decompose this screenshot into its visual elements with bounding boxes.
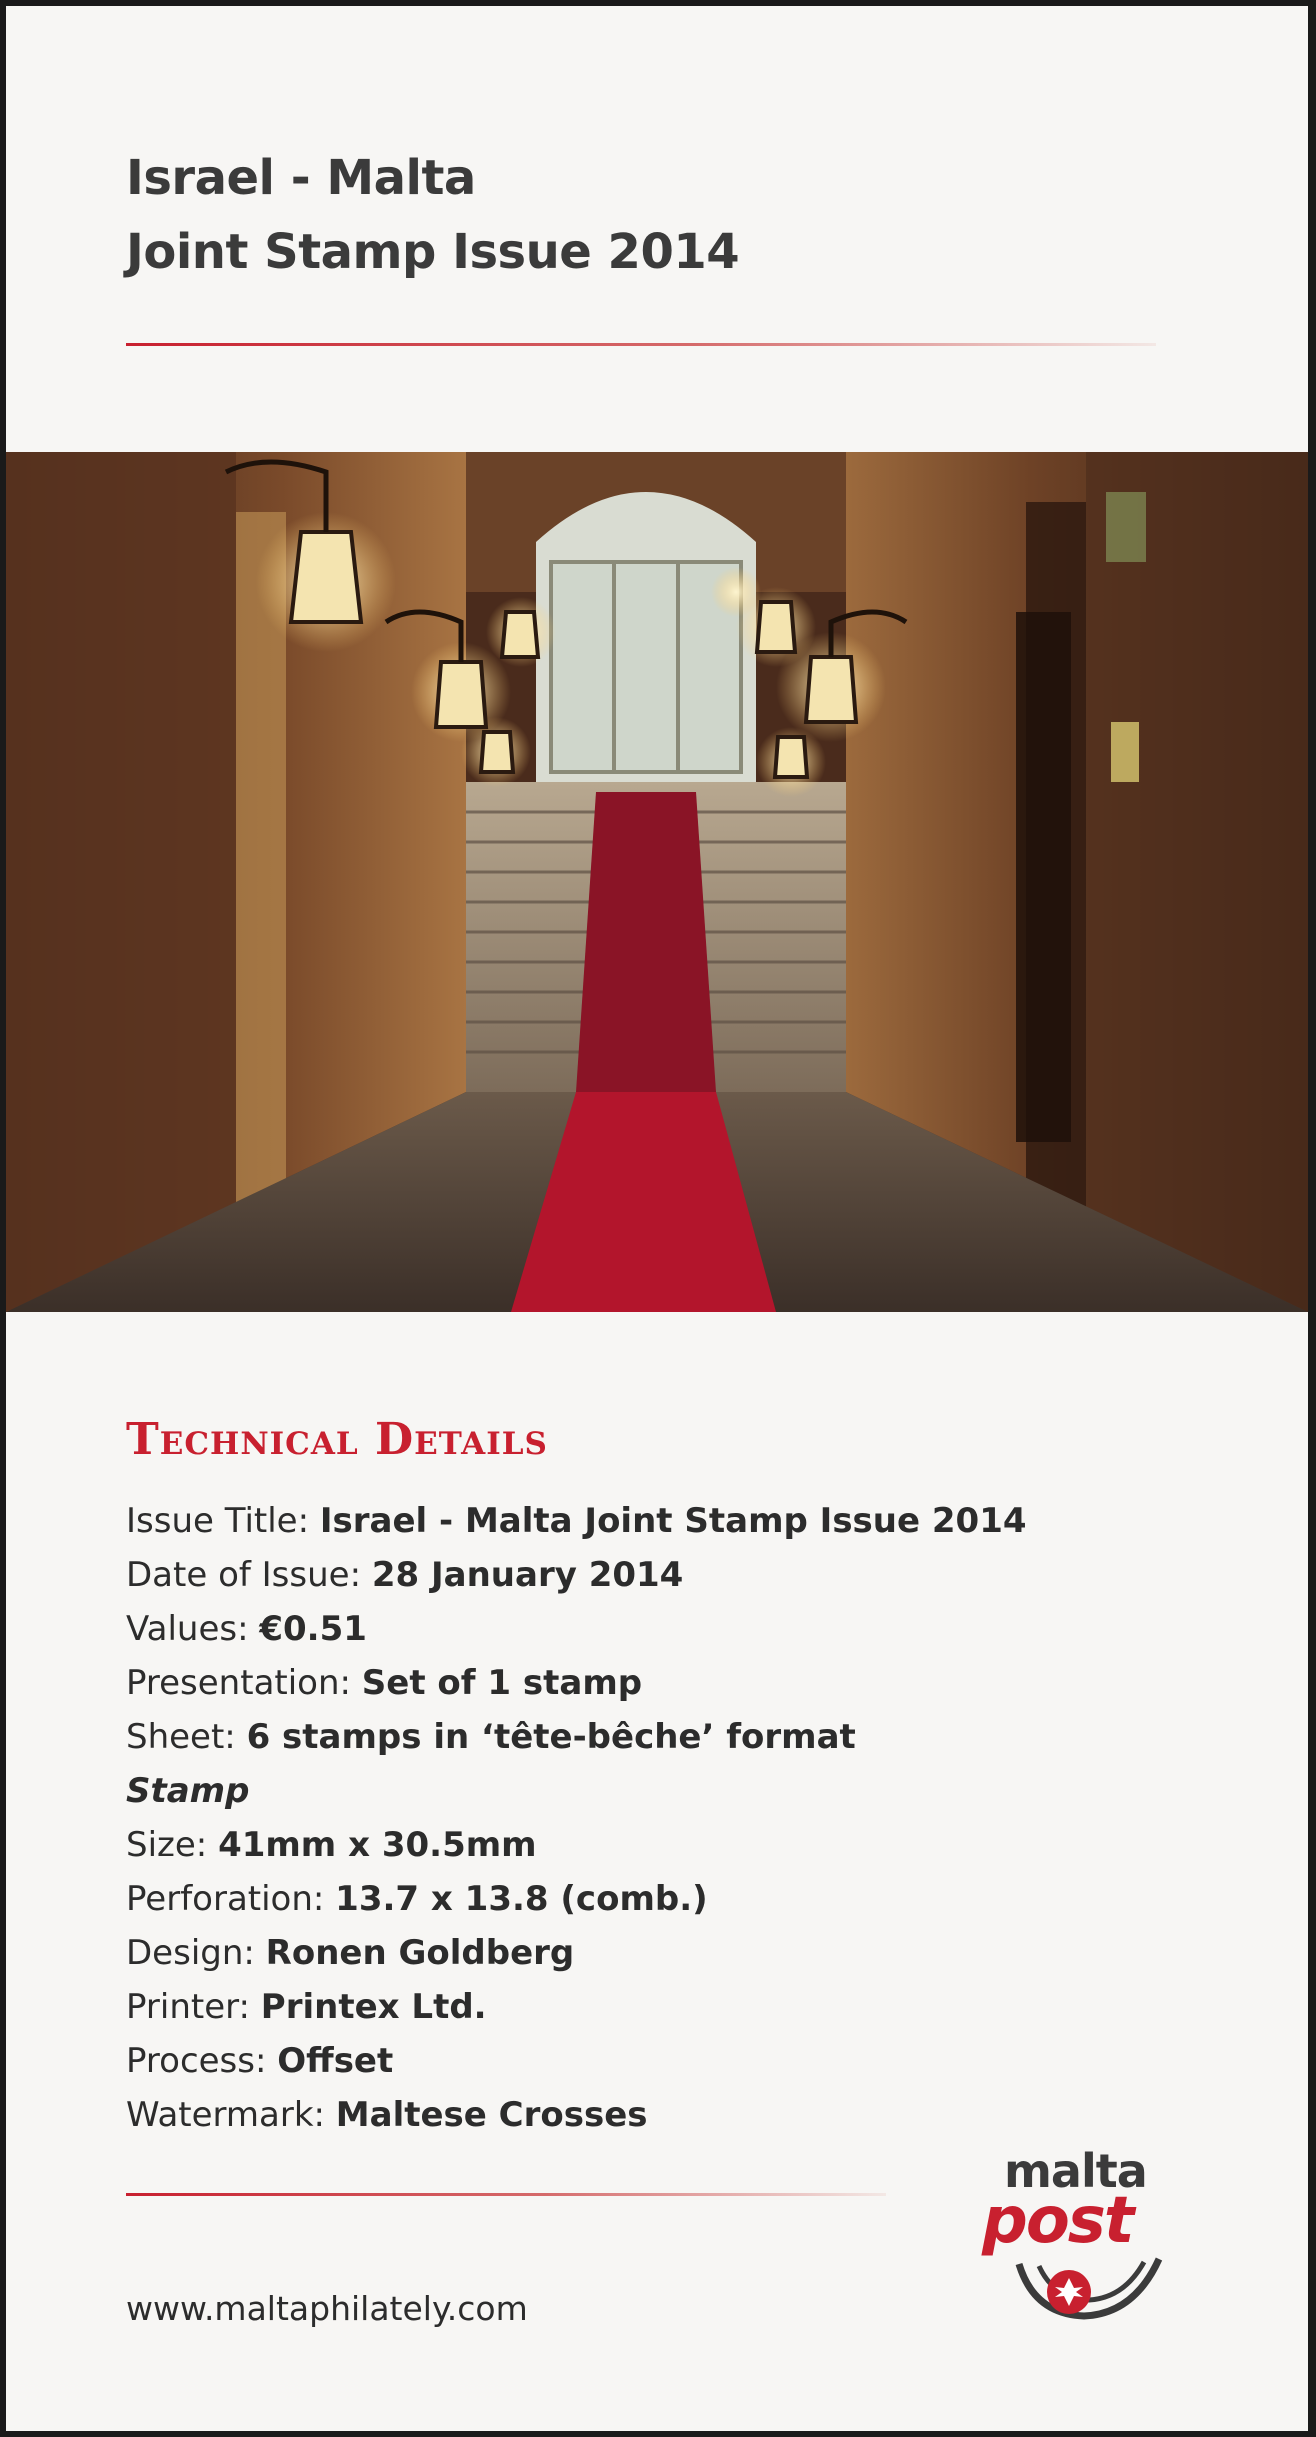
divider-bottom [126,2193,886,2196]
logo-word-post: post [982,2184,1133,2258]
divider-top [126,343,1156,346]
staircase-photo [6,452,1308,1312]
technical-details-heading: Technical Details [126,1414,548,1465]
stamp-subheading: Stamp [126,1771,250,1811]
title-line-2: Joint Stamp Issue 2014 [126,224,740,280]
detail-size: Size: 41mm x 30.5mm [126,1825,537,1865]
detail-perforation: Perforation: 13.7 x 13.8 (comb.) [126,1879,708,1919]
detail-watermark: Watermark: Maltese Crosses [126,2095,648,2135]
detail-date-of-issue: Date of Issue: 28 January 2014 [126,1555,684,1595]
leaflet-card [6,6,1308,2431]
detail-process: Process: Offset [126,2041,394,2081]
palace-staircase-photo-icon [6,452,1308,1312]
page-title [126,141,739,289]
title-line-1: Israel - Malta [126,150,476,206]
detail-design: Design: Ronen Goldberg [126,1933,575,1973]
technical-details-list [126,1494,1226,2142]
detail-sheet: Sheet: 6 stamps in ‘tête-bêche’ format [126,1717,856,1757]
detail-printer: Printer: Printex Ltd. [126,1987,487,2027]
detail-values: Values: €0.51 [126,1609,367,1649]
website-url[interactable]: www.maltaphilately.com [126,2289,528,2328]
detail-issue-title: Issue Title: Israel - Malta Joint Stamp Issue 2014 [126,1501,1027,1541]
posthorn-maltese-cross-icon [1014,2254,1164,2324]
detail-presentation: Presentation: Set of 1 stamp [126,1663,643,1703]
logo-word-malta: malta [1004,2144,1147,2198]
maltapost-logo [974,2144,1204,2324]
